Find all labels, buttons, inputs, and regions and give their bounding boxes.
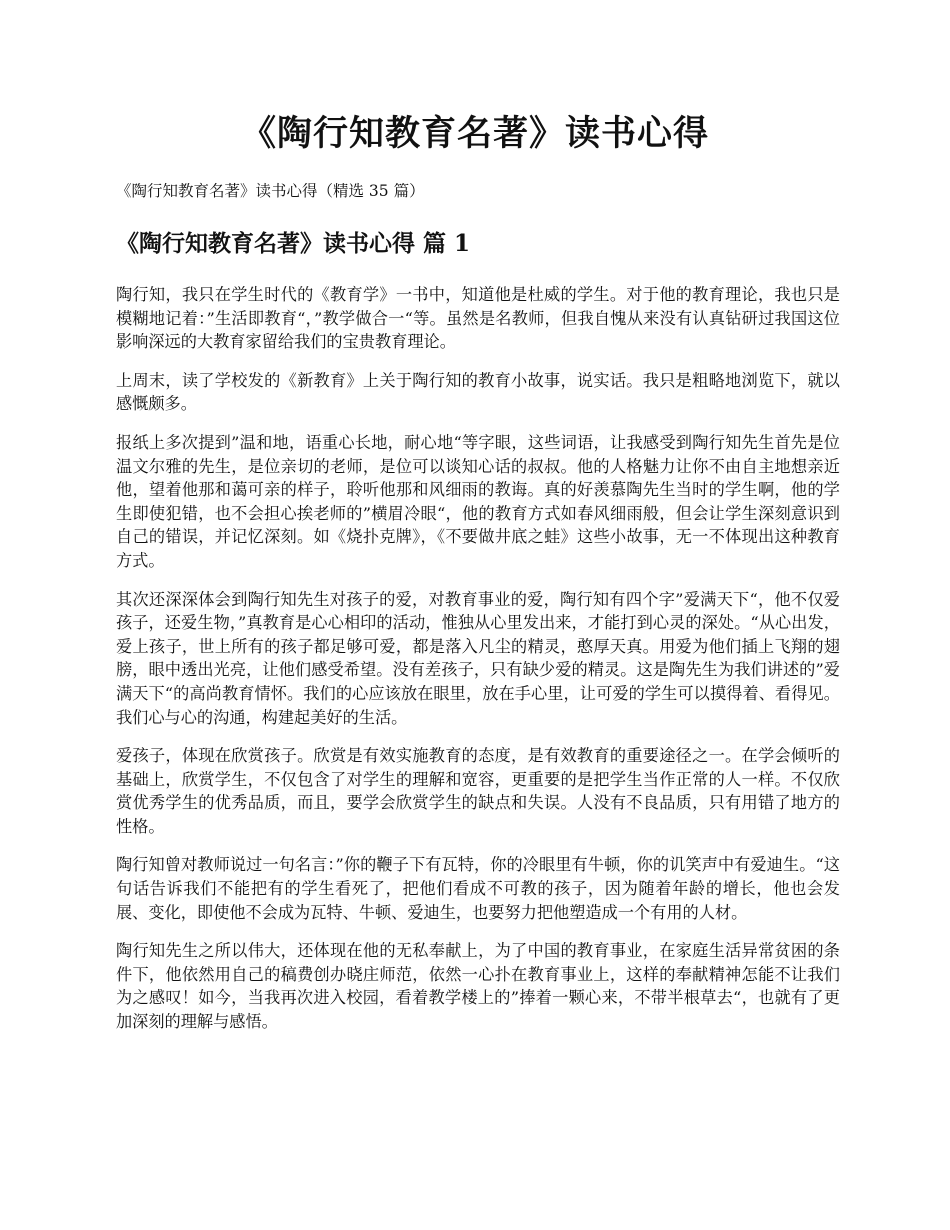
paragraph: 陶行知曾对教师说过一句名言：”你的鞭子下有瓦特，你的冷眼里有牛顿，你的讥笑声中有爱迪生。“这句话告诉我们不能把有的学生看死了，把他们看成不可教的孩子，因为随着年龄的增长，他也会发展、变化，即使他不会成为瓦特、牛顿、爱迪生，也要努力把他塑造成一个有用的人材。 — [116, 855, 840, 922]
document-subtitle: 《陶行知教育名著》读书心得（精选 35 篇） — [116, 182, 425, 200]
section-heading: 《陶行知教育名著》读书心得 篇 1 — [116, 230, 471, 257]
paragraph: 爱孩子，体现在欣赏孩子。欣赏是有效实施教育的态度，是有效教育的重要途径之一。在学会倾听的基础上，欣赏学生，不仅包含了对学生的理解和宽容，更重要的是把学生当作正常的人一样。不仅欣赏优秀学生的优秀品质，而且，要学会欣赏学生的缺点和失误。人没有不良品质，只有用错了地方的性格。 — [116, 746, 840, 836]
paragraph: 陶行知先生之所以伟大，还体现在他的无私奉献上，为了中国的教育事业，在家庭生活异常贫困的条件下，他依然用自己的稿费创办晓庄师范，依然一心扑在教育事业上，这样的奉献精神怎能不让我们为之感叹！如今，当我再次进入校园，看着教学楼上的”捧着一颗心来，不带半根草去“，也就有了更加深刻的理解与感悟。 — [116, 941, 840, 1032]
paragraph: 陶行知，我只在学生时代的《教育学》一书中，知道他是杜威的学生。对于他的教育理论，我也只是模糊地记着：”生活即教育“，”教学做合一“等。虽然是名教师，但我自愧从来没有认真钻研过我国这位影响深远的大教育家留给我们的宝贵教育理论。 — [116, 285, 840, 352]
paragraph: 报纸上多次提到”温和地，语重心长地，耐心地“等字眼，这些词语，让我感受到陶行知先生首先是位温文尔雅的先生，是位亲切的老师，是位可以谈知心话的叔叔。他的人格魅力让你不由自主地想亲近他，望着他那和蔼可亲的样子，聆听他那和风细雨的教诲。真的好羡慕陶先生当时的学生啊，他的学生即使犯错，也不会担心挨老师的”横眉冷眼“，他的教育方式如春风细雨般，但会让学生深刻意识到自己的错误，并记忆深刻。如《烧扑克牌》，《不要做井底之蛙》这些小故事，无一不体现出这种教育方式。 — [116, 432, 840, 570]
document-title: 《陶行知教育名著》读书心得 — [240, 113, 709, 154]
article-body — [116, 283, 840, 1049]
paragraph: 上周末，读了学校发的《新教育》上关于陶行知的教育小故事，说实话。我只是粗略地浏览下，就以感慨颇多。 — [116, 370, 840, 414]
paragraph: 其次还深深体会到陶行知先生对孩子的爱，对教育事业的爱，陶行知有四个字”爱满天下“，他不仅爱孩子，还爱生物，”真教育是心心相印的活动，惟独从心里发出来，才能打到心灵的深处。“从心出发，爱上孩子，世上所有的孩子都足够可爱，都是落入凡尘的精灵，憨厚天真。用爱为他们插上飞翔的翅膀，眼中透出光亮，让他们感受希望。没有差孩子，只有缺少爱的精灵。这是陶先生为我们讲述的”爱满天下“的高尚教育情怀。我们的心应该放在眼里，放在手心里，让可爱的学生可以摸得着、看得见。我们心与心的沟通，构建起美好的生活。 — [116, 589, 840, 727]
